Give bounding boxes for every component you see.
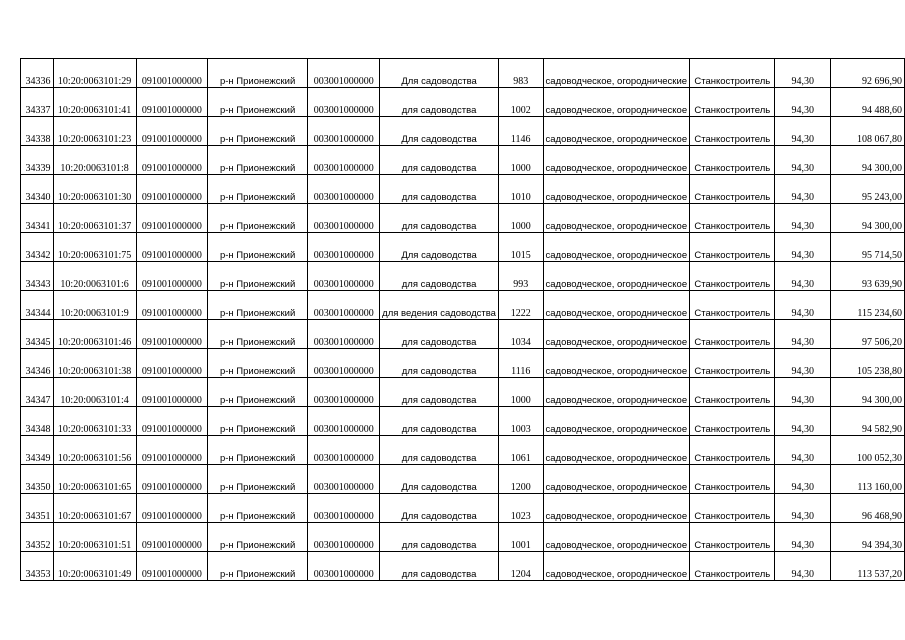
cell-number: 34340 [21,175,54,204]
cell-okato-code: 091001000000 [136,523,207,552]
cell-rate: 94,30 [775,523,831,552]
cell-number: 34344 [21,291,54,320]
cell-area: 993 [498,262,543,291]
cell-rate: 94,30 [775,88,831,117]
cell-number: 34352 [21,523,54,552]
cell-okato-code: 091001000000 [136,233,207,262]
cell-area: 1015 [498,233,543,262]
cell-district: р-н Прионежский [207,378,307,407]
cell-rate: 94,30 [775,320,831,349]
cell-district: р-н Прионежский [207,59,307,88]
cell-category-code: 003001000000 [308,349,380,378]
cell-area: 1116 [498,349,543,378]
cell-district: р-н Прионежский [207,436,307,465]
cell-purpose: садоводческое, огородническое [543,407,690,436]
cell-district: р-н Прионежский [207,88,307,117]
cell-settlement: Станкостроитель [690,117,775,146]
cell-permitted-use: Для садоводства [380,117,499,146]
table-row [21,378,905,407]
cell-permitted-use: для садоводства [380,407,499,436]
cell-cadastral-value: 108 067,80 [831,117,905,146]
cell-permitted-use: Для садоводства [380,59,499,88]
cell-cadastral-number: 10:20:0063101:37 [53,204,136,233]
cell-cadastral-value: 96 468,90 [831,494,905,523]
cell-district: р-н Прионежский [207,523,307,552]
cell-number: 34351 [21,494,54,523]
cell-area: 1222 [498,291,543,320]
cell-rate: 94,30 [775,349,831,378]
cell-settlement: Станкостроитель [690,291,775,320]
cell-okato-code: 091001000000 [136,436,207,465]
cell-area: 1000 [498,204,543,233]
cell-okato-code: 091001000000 [136,349,207,378]
cell-district: р-н Прионежский [207,117,307,146]
cell-number: 34342 [21,233,54,262]
cell-rate: 94,30 [775,291,831,320]
cell-rate: 94,30 [775,175,831,204]
cell-number: 34348 [21,407,54,436]
cell-permitted-use: для садоводства [380,88,499,117]
cell-number: 34338 [21,117,54,146]
cell-cadastral-number: 10:20:0063101:49 [53,552,136,581]
cell-district: р-н Прионежский [207,233,307,262]
cell-number: 34343 [21,262,54,291]
cell-settlement: Станкостроитель [690,465,775,494]
table-row [21,494,905,523]
cell-okato-code: 091001000000 [136,320,207,349]
cell-area: 1034 [498,320,543,349]
cell-settlement: Станкостроитель [690,378,775,407]
cell-district: р-н Прионежский [207,320,307,349]
cell-purpose: садоводческое, огородническое [543,320,690,349]
cell-rate: 94,30 [775,117,831,146]
table-row [21,233,905,262]
cell-rate: 94,30 [775,59,831,88]
cell-number: 34353 [21,552,54,581]
cell-category-code: 003001000000 [308,552,380,581]
cell-rate: 94,30 [775,436,831,465]
cell-cadastral-value: 94 300,00 [831,146,905,175]
cell-category-code: 003001000000 [308,146,380,175]
table-row [21,523,905,552]
cell-rate: 94,30 [775,262,831,291]
cell-purpose: садоводческое, огородническое [543,233,690,262]
cell-cadastral-number: 10:20:0063101:51 [53,523,136,552]
cell-permitted-use: для садоводства [380,552,499,581]
cell-cadastral-value: 113 537,20 [831,552,905,581]
cell-settlement: Станкостроитель [690,494,775,523]
cell-settlement: Станкостроитель [690,233,775,262]
cell-rate: 94,30 [775,233,831,262]
cell-cadastral-number: 10:20:0063101:38 [53,349,136,378]
cell-settlement: Станкостроитель [690,436,775,465]
table-row [21,320,905,349]
cell-settlement: Станкостроитель [690,552,775,581]
cell-purpose: садоводческое, огородническое [543,494,690,523]
cell-settlement: Станкостроитель [690,146,775,175]
cell-category-code: 003001000000 [308,59,380,88]
cell-category-code: 003001000000 [308,204,380,233]
cell-okato-code: 091001000000 [136,59,207,88]
cell-number: 34347 [21,378,54,407]
cell-area: 1146 [498,117,543,146]
cell-settlement: Станкостроитель [690,175,775,204]
cell-permitted-use: для садоводства [380,436,499,465]
cell-area: 1061 [498,436,543,465]
cell-rate: 94,30 [775,552,831,581]
cell-district: р-н Прионежский [207,146,307,175]
cell-okato-code: 091001000000 [136,204,207,233]
cell-settlement: Станкостроитель [690,349,775,378]
cell-purpose: садоводческое, огородническое [543,291,690,320]
cell-okato-code: 091001000000 [136,88,207,117]
cell-cadastral-value: 94 582,90 [831,407,905,436]
cell-category-code: 003001000000 [308,378,380,407]
cell-district: р-н Прионежский [207,175,307,204]
table-row [21,465,905,494]
cell-district: р-н Прионежский [207,407,307,436]
cell-district: р-н Прионежский [207,291,307,320]
cell-area: 1003 [498,407,543,436]
cell-permitted-use: для садоводства [380,175,499,204]
cell-permitted-use: для садоводства [380,523,499,552]
cell-okato-code: 091001000000 [136,407,207,436]
cell-area: 1001 [498,523,543,552]
cell-cadastral-number: 10:20:0063101:46 [53,320,136,349]
cell-rate: 94,30 [775,204,831,233]
cell-purpose: садоводческое, огородническое [543,465,690,494]
cell-category-code: 003001000000 [308,523,380,552]
cell-cadastral-number: 10:20:0063101:67 [53,494,136,523]
cell-cadastral-value: 94 300,00 [831,378,905,407]
cell-purpose: садоводческое, огородническое [543,175,690,204]
cell-permitted-use: для ведения садоводства [380,291,499,320]
cell-category-code: 003001000000 [308,233,380,262]
cell-purpose: садоводческое, огородническое [543,262,690,291]
cell-cadastral-number: 10:20:0063101:75 [53,233,136,262]
cell-category-code: 003001000000 [308,262,380,291]
cell-purpose: садоводческое, огородническое [543,146,690,175]
cell-purpose: садоводческое, огородническое [543,378,690,407]
cell-okato-code: 091001000000 [136,175,207,204]
cell-permitted-use: для садоводства [380,349,499,378]
cell-settlement: Станкостроитель [690,523,775,552]
cell-number: 34336 [21,59,54,88]
cell-rate: 94,30 [775,465,831,494]
cell-permitted-use: Для садоводства [380,494,499,523]
cell-number: 34337 [21,88,54,117]
table-row [21,262,905,291]
cell-rate: 94,30 [775,146,831,175]
cell-purpose: садоводческое, огородническое [543,523,690,552]
table-body [21,59,905,581]
cell-category-code: 003001000000 [308,117,380,146]
cell-settlement: Станкостроитель [690,320,775,349]
cell-settlement: Станкостроитель [690,204,775,233]
cell-category-code: 003001000000 [308,175,380,204]
cell-okato-code: 091001000000 [136,552,207,581]
cell-area: 1010 [498,175,543,204]
table-row [21,552,905,581]
cell-permitted-use: для садоводства [380,262,499,291]
cell-cadastral-number: 10:20:0063101:6 [53,262,136,291]
cell-purpose: садоводческое, огороднические [543,59,690,88]
table-row [21,407,905,436]
cell-permitted-use: для садоводства [380,204,499,233]
cell-cadastral-value: 113 160,00 [831,465,905,494]
table-row [21,349,905,378]
cell-purpose: садоводческое, огородническое [543,117,690,146]
cell-settlement: Станкостроитель [690,59,775,88]
cell-area: 1002 [498,88,543,117]
cell-cadastral-number: 10:20:0063101:9 [53,291,136,320]
cell-purpose: садоводческое, огородническое [543,204,690,233]
cell-cadastral-value: 94 300,00 [831,204,905,233]
cell-number: 34341 [21,204,54,233]
cell-number: 34345 [21,320,54,349]
cell-area: 1000 [498,378,543,407]
cell-cadastral-value: 92 696,90 [831,59,905,88]
cell-area: 1200 [498,465,543,494]
cell-cadastral-value: 115 234,60 [831,291,905,320]
cell-okato-code: 091001000000 [136,146,207,175]
cell-cadastral-number: 10:20:0063101:56 [53,436,136,465]
cell-cadastral-value: 105 238,80 [831,349,905,378]
cell-permitted-use: для садоводства [380,378,499,407]
cell-cadastral-value: 97 506,20 [831,320,905,349]
cell-okato-code: 091001000000 [136,494,207,523]
cell-category-code: 003001000000 [308,436,380,465]
cell-permitted-use: Для садоводства [380,465,499,494]
cell-permitted-use: для садоводства [380,146,499,175]
cell-area: 1000 [498,146,543,175]
table-row [21,436,905,465]
cell-cadastral-value: 95 714,50 [831,233,905,262]
land-registry-table [20,58,905,581]
cell-cadastral-number: 10:20:0063101:65 [53,465,136,494]
cell-district: р-н Прионежский [207,204,307,233]
cell-permitted-use: Для садоводства [380,233,499,262]
cell-number: 34339 [21,146,54,175]
cell-cadastral-value: 94 394,30 [831,523,905,552]
cell-cadastral-value: 93 639,90 [831,262,905,291]
cell-cadastral-number: 10:20:0063101:29 [53,59,136,88]
cell-okato-code: 091001000000 [136,291,207,320]
cell-category-code: 003001000000 [308,494,380,523]
table-row [21,146,905,175]
table-row [21,175,905,204]
cell-okato-code: 091001000000 [136,378,207,407]
cell-rate: 94,30 [775,494,831,523]
cell-purpose: садоводческое, огородническое [543,349,690,378]
cell-number: 34349 [21,436,54,465]
cell-purpose: садоводческое, огородническое [543,552,690,581]
cell-settlement: Станкостроитель [690,88,775,117]
cell-purpose: садоводческое, огородническое [543,88,690,117]
cell-cadastral-number: 10:20:0063101:30 [53,175,136,204]
cell-area: 983 [498,59,543,88]
cell-category-code: 003001000000 [308,291,380,320]
cell-permitted-use: для садоводства [380,320,499,349]
cell-district: р-н Прионежский [207,262,307,291]
cell-cadastral-number: 10:20:0063101:23 [53,117,136,146]
cell-area: 1023 [498,494,543,523]
cell-okato-code: 091001000000 [136,465,207,494]
cell-settlement: Станкостроитель [690,407,775,436]
table-row [21,117,905,146]
cell-category-code: 003001000000 [308,88,380,117]
cell-area: 1204 [498,552,543,581]
cell-cadastral-value: 95 243,00 [831,175,905,204]
cell-category-code: 003001000000 [308,465,380,494]
cell-rate: 94,30 [775,378,831,407]
table-row [21,59,905,88]
cell-cadastral-number: 10:20:0063101:8 [53,146,136,175]
table-row [21,291,905,320]
cell-cadastral-value: 94 488,60 [831,88,905,117]
cell-district: р-н Прионежский [207,552,307,581]
cell-category-code: 003001000000 [308,407,380,436]
cell-number: 34350 [21,465,54,494]
cell-district: р-н Прионежский [207,494,307,523]
table-row [21,88,905,117]
cell-cadastral-value: 100 052,30 [831,436,905,465]
cell-cadastral-number: 10:20:0063101:33 [53,407,136,436]
cell-number: 34346 [21,349,54,378]
cell-cadastral-number: 10:20:0063101:41 [53,88,136,117]
cell-cadastral-number: 10:20:0063101:4 [53,378,136,407]
cell-purpose: садоводческое, огородническое [543,436,690,465]
cell-rate: 94,30 [775,407,831,436]
cell-settlement: Станкостроитель [690,262,775,291]
cell-district: р-н Прионежский [207,465,307,494]
table-row [21,204,905,233]
cell-category-code: 003001000000 [308,320,380,349]
cell-okato-code: 091001000000 [136,262,207,291]
cell-district: р-н Прионежский [207,349,307,378]
cell-okato-code: 091001000000 [136,117,207,146]
